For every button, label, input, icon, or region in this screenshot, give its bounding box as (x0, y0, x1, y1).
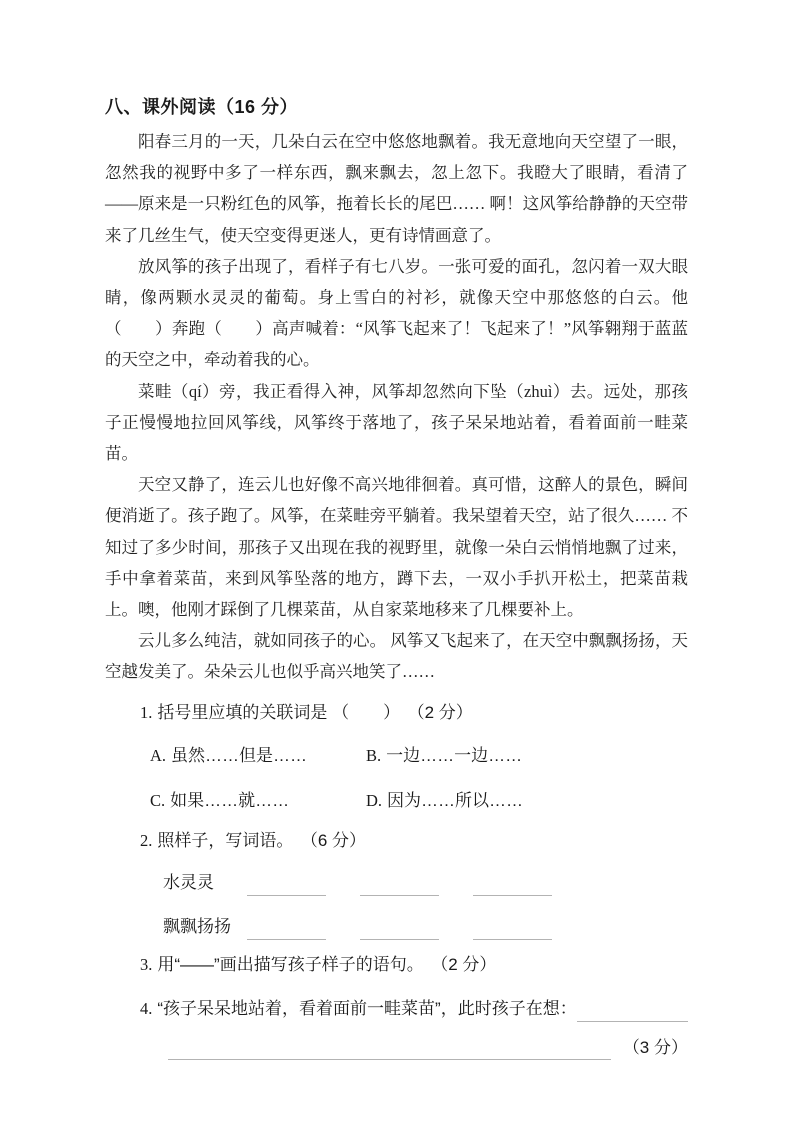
question-3-number: 3. (140, 954, 153, 974)
passage-paragraph: 阳春三月的一天，几朵白云在空中悠悠地飘着。我无意地向天空望了一眼，忽然我的视野中多了一样东西，飘来飘去，忽上忽下。我瞪大了眼睛，看清了——原来是一只粉红色的风筝，拖着长长的尾巴…… 啊！这风筝给静静的天空带来了几丝生气，使天空变得更迷人，更有诗情画意了。 (105, 132, 688, 245)
option-a-label: A. (150, 745, 167, 765)
answer-blank (247, 875, 326, 896)
word-pattern-row-1 (163, 870, 688, 896)
option-b-text: 一边……一边…… (386, 745, 523, 765)
question-2 (140, 828, 688, 854)
section-title: 八、课外阅读（16 分） (105, 97, 299, 117)
question-4-text: “孩子呆呆地站着，看着面前一畦菜苗”，此时孩子在想： (157, 998, 577, 1018)
question-1-number: 1. (140, 702, 153, 722)
reading-passage (105, 126, 688, 688)
word-pattern-row-2 (163, 914, 688, 940)
question-4-points: （3 分） (622, 1037, 688, 1057)
passage-paragraph: 天空又静了，连云儿也好像不高兴地徘徊着。真可惜，这醉人的景色，瞬间便消逝了。孩子跑了。风筝，在菜畦旁平躺着。我呆望着天空，站了很久…… 不知过了多少时间，那孩子又出现在我的视野里，就像一朵白云悄悄地飘了过来，手中拿着菜苗，来到风筝坠落的地方，蹲下去，一双小手扒开松土，把菜苗栽上。噢，他刚才踩倒了几棵菜苗，从自家菜地移来了几棵要补上。 (105, 475, 688, 620)
passage-paragraph: 放风筝的孩子出现了，看样子有七八岁。一张可爱的面孔，忽闪着一双大眼睛，像两颗水灵灵的葡萄。身上雪白的衬衫，就像天空中那悠悠的白云。他（ ）奔跑（ ）高声喊着：“风筝飞起来了！飞起来了！”风筝翱翔于蓝蓝的天空之中，牵动着我的心。 (105, 256, 688, 370)
questions-section (105, 700, 688, 1060)
question-1-options (150, 743, 688, 814)
question-4 (140, 996, 688, 1022)
option-c (150, 788, 366, 814)
option-d-text: 因为……所以…… (387, 790, 524, 810)
question-1-text: 括号里应填的关联词是 （ ） (157, 702, 401, 722)
answer-blank (360, 919, 439, 940)
question-1 (140, 700, 688, 726)
answer-blank (360, 875, 439, 896)
option-a-text: 虽然……但是…… (171, 745, 308, 765)
question-4-answer-line (168, 1036, 688, 1060)
option-c-text: 如果……就…… (170, 790, 290, 810)
option-b-label: B. (366, 745, 382, 765)
option-d (366, 788, 688, 814)
option-c-label: C. (150, 790, 166, 810)
question-2-points: （6 分） (309, 830, 367, 850)
option-a (150, 743, 366, 769)
passage-paragraph: 菜畦（qí）旁，我正看得入神，风筝却忽然向下坠（zhuì）去。远处，那孩子正慢慢地拉回风筝线，风筝终于落地了，孩子呆呆地站着，看着面前一畦菜苗。 (105, 381, 688, 464)
word-example: 飘飘扬扬 (163, 916, 231, 936)
question-3-text: 用“——”画出描写孩子样子的语句。 (157, 954, 424, 974)
word-example: 水灵灵 (163, 872, 214, 892)
question-1-points: （2 分） (416, 702, 473, 722)
answer-blank (577, 1001, 688, 1022)
passage-paragraph: 云儿多么纯洁，就如同孩子的心。 风筝又飞起来了，在天空中飘飘扬扬，天空越发美了。朵朵云儿也似乎高兴地笑了…… (105, 631, 688, 682)
question-3-points: （2 分） (439, 954, 497, 974)
answer-blank (473, 875, 552, 896)
question-4-number: 4. (140, 998, 153, 1018)
option-d-label: D. (366, 790, 383, 810)
answer-blank (168, 1039, 611, 1060)
answer-blank (473, 919, 552, 940)
question-3 (140, 952, 688, 978)
question-2-text: 照样子，写词语。 (157, 830, 294, 850)
option-b (366, 743, 688, 769)
question-2-number: 2. (140, 830, 153, 850)
answer-blank (247, 919, 326, 940)
